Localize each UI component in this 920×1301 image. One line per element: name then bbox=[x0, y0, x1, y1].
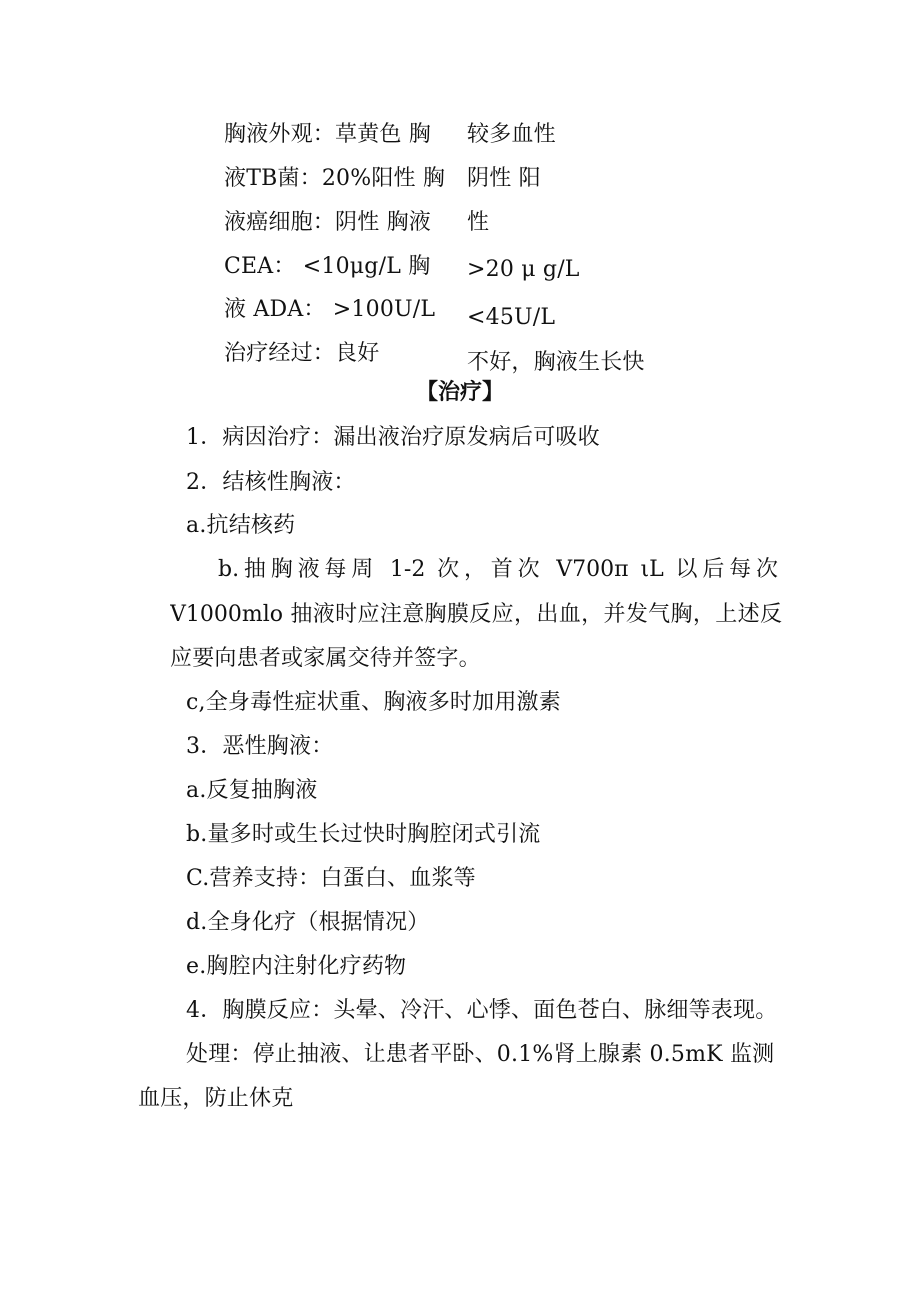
item-3d: d.全身化疗（根据情况） bbox=[186, 910, 430, 935]
comparison-right-row-2: 阴性 阳 bbox=[467, 166, 541, 191]
item-4-handling-line-1: 处理：停止抽液、让患者平卧、0.1%肾上腺素 0.5mK 监测 bbox=[186, 1042, 775, 1067]
comparison-right-row-4: >20 μ g/L bbox=[467, 257, 580, 282]
comparison-left-row-1: 胸液外观：草黄色 胸 bbox=[224, 122, 431, 147]
item-3e: e.胸腔内注射化疗药物 bbox=[186, 954, 407, 979]
item-1: 1．病因治疗：漏出液治疗原发病后可吸收 bbox=[186, 425, 600, 450]
item-4: 4．胸膜反应：头晕、冷汗、心悸、面色苍白、脉细等表现。 bbox=[186, 998, 778, 1023]
item-2c: c,全身毒性症状重、胸液多时加用激素 bbox=[186, 690, 561, 715]
comparison-right-row-5: <45U/L bbox=[467, 305, 556, 330]
item-2a: a.抗结核药 bbox=[186, 513, 296, 538]
item-3c: C.营养支持：白蛋白、血浆等 bbox=[186, 866, 476, 891]
item-3: 3．恶性胸液： bbox=[186, 734, 334, 759]
item-2b-line-3: 应要向患者或家属交待并签字。 bbox=[170, 646, 481, 671]
item-2b-line-1: b.抽胸液每周 1-2 次，首次 V700π ιL 以后每次 bbox=[218, 557, 778, 582]
comparison-right-row-1: 较多血性 bbox=[467, 122, 556, 147]
item-2b-line-2: V1000mlo 抽液时应注意胸膜反应，出血，并发气胸，上述反 bbox=[170, 602, 782, 627]
comparison-left-row-3: 液癌细胞：阴性 胸液 bbox=[224, 210, 431, 235]
comparison-left-row-2: 液TB菌：20%阳性 胸 bbox=[224, 166, 446, 191]
item-3b: b.量多时或生长过快时胸腔闭式引流 bbox=[186, 822, 541, 847]
item-2: 2．结核性胸液： bbox=[186, 470, 356, 495]
comparison-right-row-6: 不好，胸液生长快 bbox=[467, 350, 645, 375]
comparison-left-row-6: 治疗经过：良好 bbox=[224, 341, 380, 366]
comparison-right-row-3: 性 bbox=[467, 210, 490, 235]
comparison-left-row-5: 液 ADA： >100U/L bbox=[224, 297, 436, 322]
item-4-handling-line-2: 血压，防止休克 bbox=[138, 1086, 294, 1111]
section-title: 【治疗】 bbox=[415, 379, 504, 405]
item-3a: a.反复抽胸液 bbox=[186, 778, 318, 803]
comparison-left-row-4: CEA： <10μg/L 胸 bbox=[224, 254, 431, 279]
